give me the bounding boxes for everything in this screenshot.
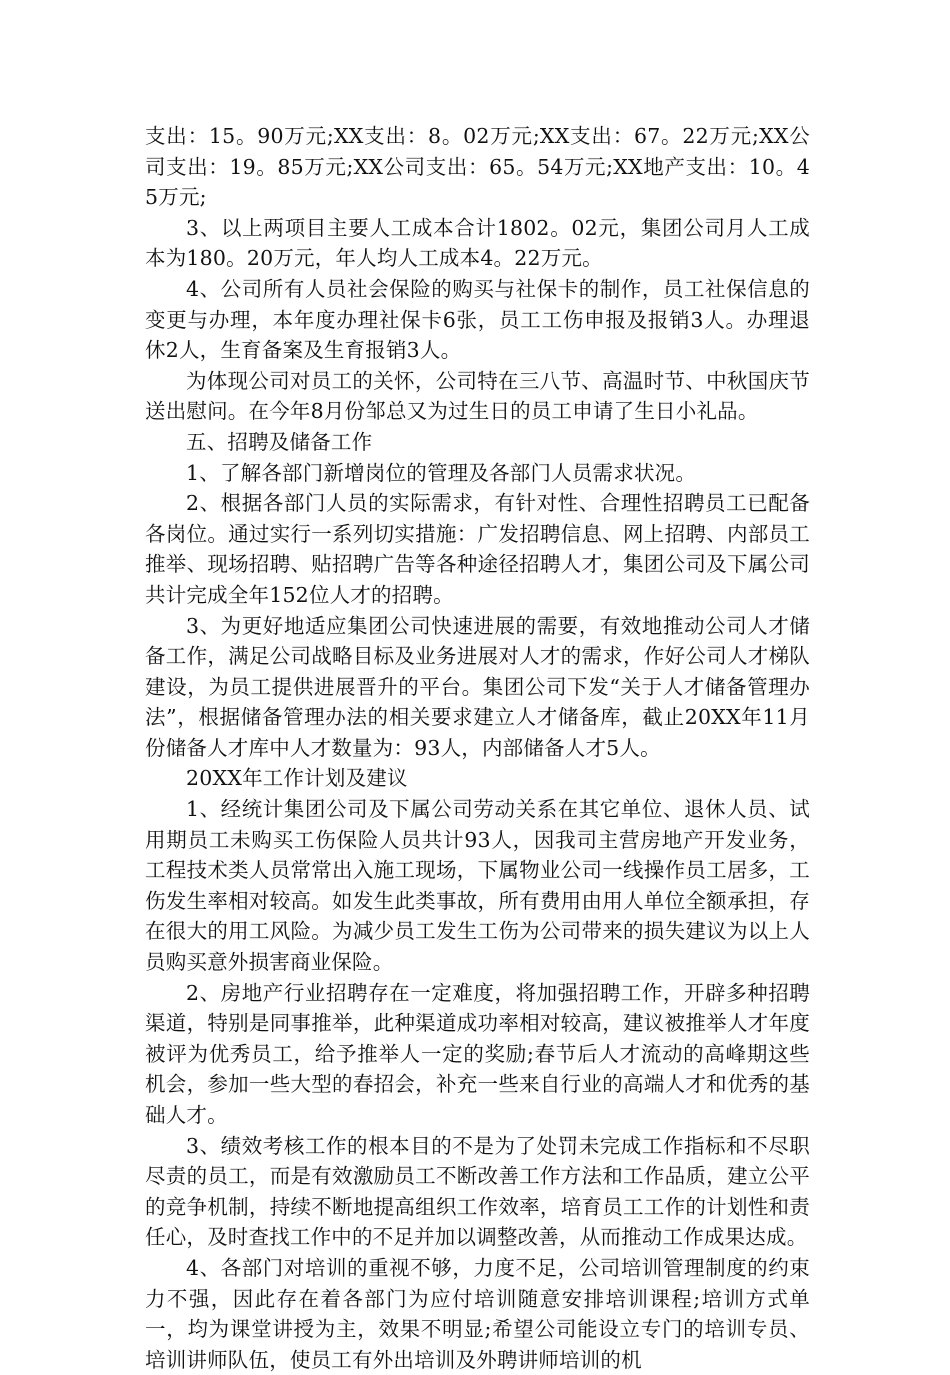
paragraph-plan-2: 2、房地产行业招聘存在一定难度，将加强招聘工作，开辟多种招聘渠道，特别是同事推举，此种渠道成功率相对较高，建议被推举人才年度被评为优秀员工，给予推举人一定的奖励;春节后人才流动的高峰期这些机会，参加一些大型的春招会，补充一些来自行业的高端人才和优秀的基础人才。 <box>145 980 810 1127</box>
paragraph-recruitment-2: 2、根据各部门人员的实际需求，有针对性、合理性招聘员工已配备各岗位。通过实行一系列切实措施：广发招聘信息、网上招聘、内部员工推举、现场招聘、贴招聘广告等各种途径招聘人才，集团公司及下属公司共计完成全年152位人才的招聘。 <box>145 491 810 607</box>
paragraph-social-insurance: 4、公司所有人员社会保险的购买与社保卡的制作，员工社保信息的变更与办理，本年度办理社保卡6张，员工工伤申报及报销3人。办理退休2人，生育备案及生育报销3人。 <box>145 276 810 363</box>
paragraph-plan-3: 3、绩效考核工作的根本目的不是为了处罚未完成工作指标和不尽职尽责的员工，而是有效激励员工不断改善工作方法和工作品质，建立公平的竞争机制，持续不断地提高组织工作效率，培育员工工作的计划性和责任心，及时查找工作中的不足并加以调整改善，从而推动工作成果达成。 <box>145 1133 810 1250</box>
paragraph-employee-care: 为体现公司对员工的关怀，公司特在三八节、高温时节、中秋国庆节送出慰问。在今年8月份邹总又为过生日的员工申请了生日小礼品。 <box>145 368 810 424</box>
section-heading-plan: 20XX年工作计划及建议 <box>186 766 408 791</box>
paragraph-plan-4: 4、各部门对培训的重视不够，力度不足，公司培训管理制度的约束力不强，因此存在着各部门为应付培训随意安排培训课程;培训方式单一，均为课堂讲授为主，效果不明显;希望公司能设立专门的培训专员、培训讲师队伍，使员工有外出培训及外聘讲师培训的机 <box>145 1255 810 1372</box>
paragraph-labor-cost: 3、以上两项目主要人工成本合计1802。02元，集团公司月人工成本为180。20万元，年人均人工成本4。22万元。 <box>145 215 810 271</box>
paragraph-recruitment-3: 3、为更好地适应集团公司快速进展的需要，有效地推动公司人才储备工作，满足公司战略目标及业务进展对人才的需求，作好公司人才梯队建设，为员工提供进展晋升的平台。集团公司下发“关于人才储备管理办法”，根据储备管理办法的相关要求建立人才储备库，截止20XX年11月份储备人才库中人才数量为：93人，内部储备人才5人。 <box>145 613 810 760</box>
section-heading-recruitment: 五、招聘及储备工作 <box>186 429 373 454</box>
document-body <box>145 121 810 1375</box>
paragraph-expenses: 支出：15。90万元;XX支出：8。02万元;XX支出：67。22万元;XX公司支出：19。85万元;XX公司支出：65。54万元;XX地产支出：10。45万元; <box>145 124 810 210</box>
paragraph-recruitment-1: 1、了解各部门新增岗位的管理及各部门人员需求状况。 <box>186 460 697 485</box>
paragraph-plan-1: 1、经统计集团公司及下属公司劳动关系在其它单位、退休人员、试用期员工未购买工伤保险人员共计93人，因我司主营房地产开发业务，工程技术类人员常常出入施工现场，下属物业公司一线操作员工居多，工伤发生率相对较高。如发生此类事故，所有费用由用人单位全额承担，存在很大的用工风险。为减少员工发生工伤为公司带来的损失建议为以上人员购买意外损害商业保险。 <box>145 797 810 975</box>
